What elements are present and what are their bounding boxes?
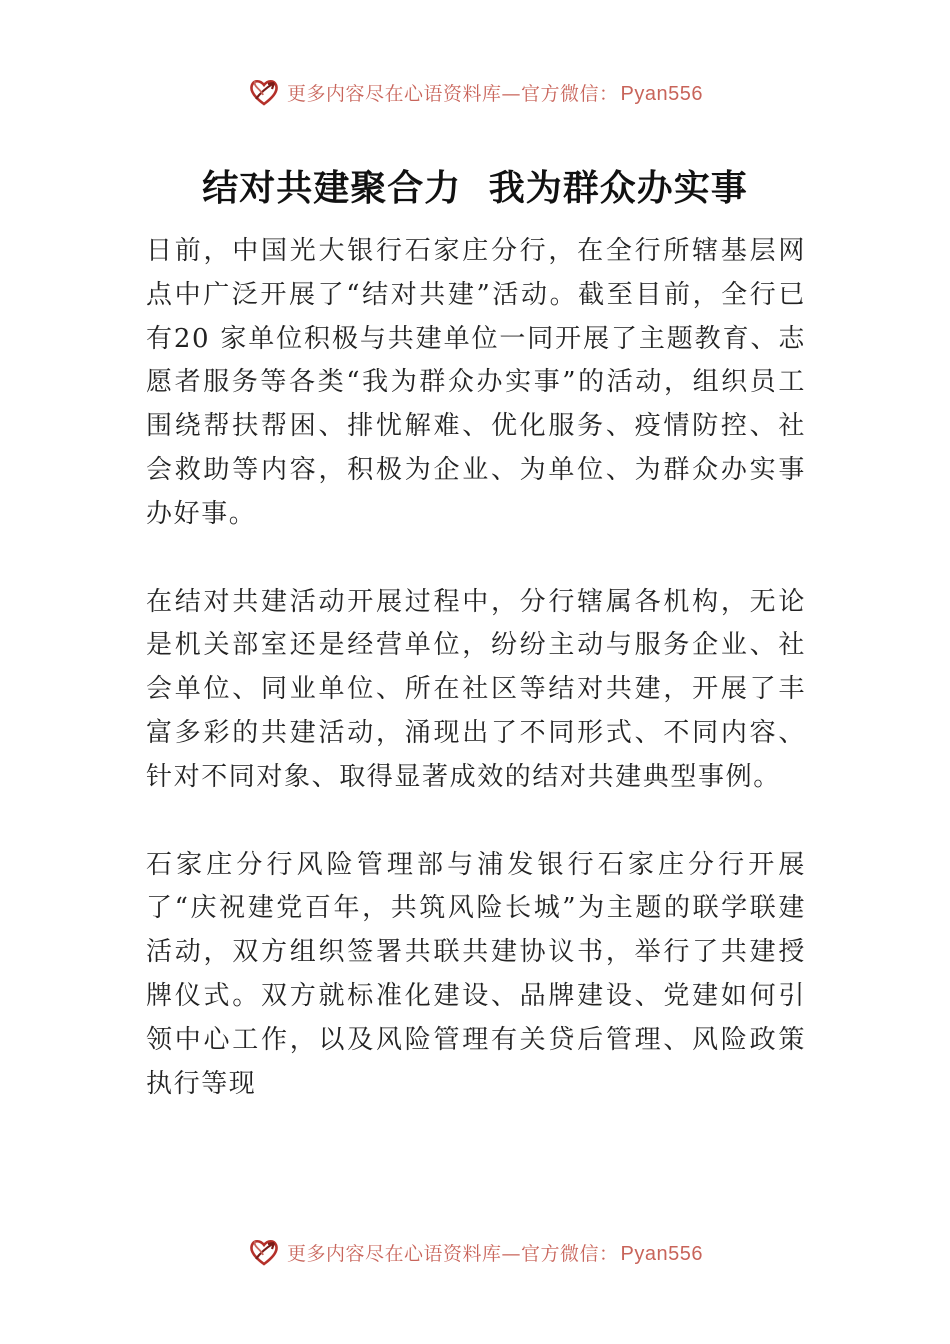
- footer-wechat-id: Pyan556: [620, 1242, 703, 1265]
- header-banner: [0, 72, 950, 112]
- document-body: [146, 230, 806, 1150]
- heart-arrow-logo-icon: [247, 1235, 281, 1269]
- footer-brand-text: [287, 1239, 703, 1266]
- paragraph-3: 石家庄分行风险管理部与浦发银行石家庄分行开展了“庆祝建党百年，共筑风险长城”为主题的联学联建活动，双方组织签署共联共建协议书，举行了共建授牌仪式。双方就标准化建设、品牌建设、党建如何引领中心工作，以及风险管理有关贷后管理、风险政策执行等现: [146, 849, 806, 1099]
- heart-arrow-logo-icon: [247, 75, 281, 109]
- header-brand-label: 更多内容尽在心语资料库—官方微信：: [287, 82, 619, 105]
- header-brand-text: [287, 79, 703, 106]
- page-title: 结对共建聚合力 我为群众办实事: [202, 168, 748, 209]
- footer-banner: [0, 1232, 950, 1272]
- paragraph-1: 日前，中国光大银行石家庄分行，在全行所辖基层网点中广泛开展了“结对共建”活动。截至目前，全行已有20 家单位积极与共建单位一同开展了主题教育、志愿者服务等各类“我为群众办实事”的活动，组织员工围绕帮扶帮困、排忧解难、优化服务、疫情防控、社会救助等内容，积极为企业、为单位、为群众办实事办好事。: [146, 236, 806, 529]
- header-wechat-id: Pyan556: [620, 82, 703, 105]
- footer-brand-label: 更多内容尽在心语资料库—官方微信：: [287, 1242, 619, 1265]
- paragraph-2: 在结对共建活动开展过程中，分行辖属各机构，无论是机关部室还是经营单位，纷纷主动与服务企业、社会单位、同业单位、所在社区等结对共建，开展了丰富多彩的共建活动，涌现出了不同形式、不同内容、针对不同对象、取得显著成效的结对共建典型事例。: [146, 586, 806, 792]
